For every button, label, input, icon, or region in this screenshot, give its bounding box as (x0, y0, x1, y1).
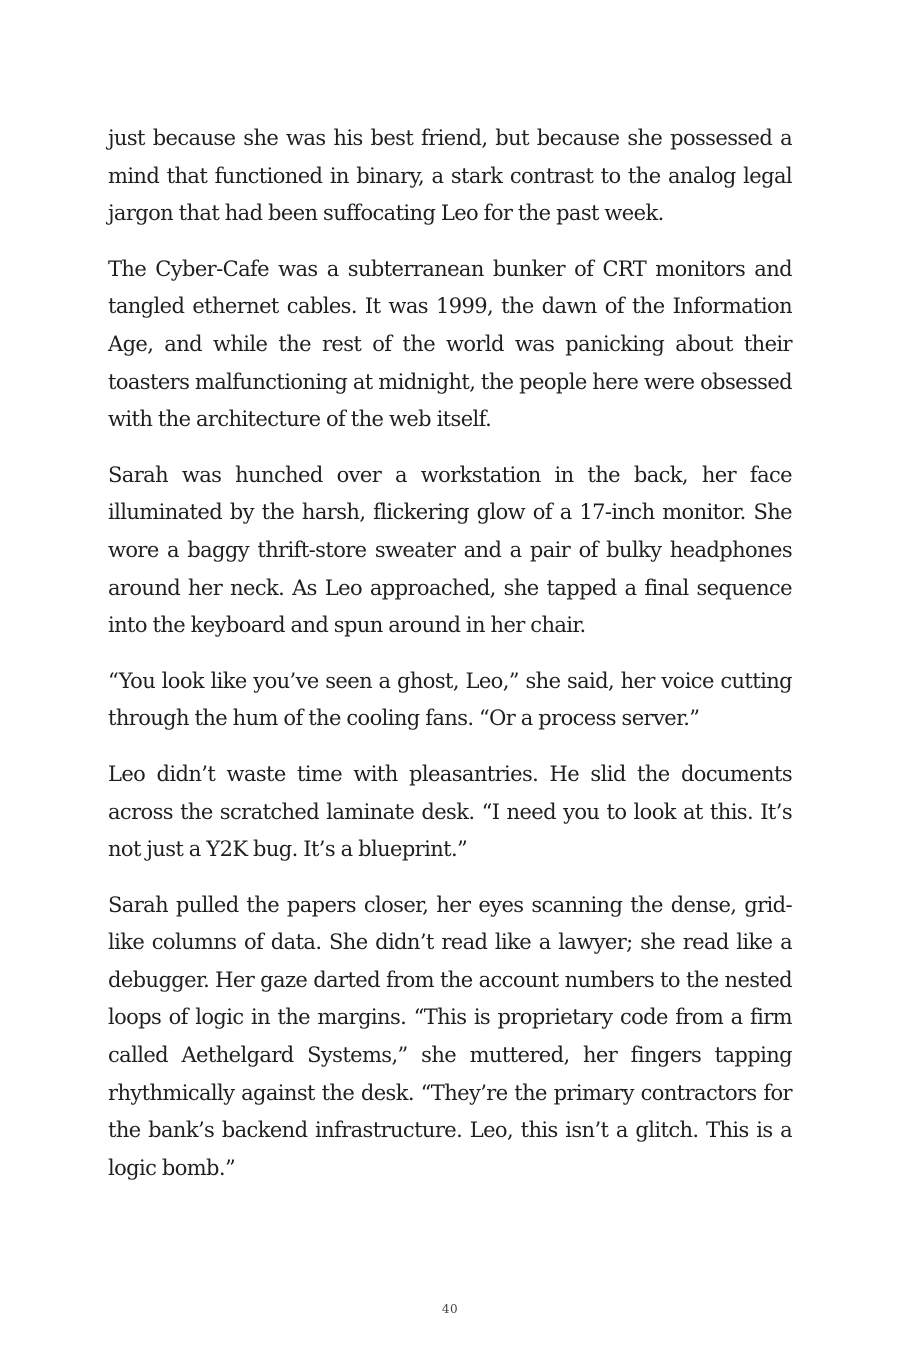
paragraph-sarah-workstation: Sarah was hunched over a workstation in the back, her face illuminated by the harsh, flickering glow of a 17-inch monitor. She wore a baggy thrift-store sweater and a pair of bulky headphones around her neck. As Leo approached, she tapped a final sequence into the keyboard and spun around in her chair. (108, 462, 792, 638)
paragraph-continuation: just because she was his best friend, but because she possessed a mind that functioned in binary, a stark contrast to the analog legal jargon that had been suffocating Leo for the past week. (108, 126, 792, 226)
paragraph-leo-documents: Leo didn’t waste time with pleasantries. He slid the documents across the scratched laminate desk. “I need you to look at this. It’s not just a Y2K bug. It’s a blueprint.” (108, 761, 792, 862)
body-text (108, 120, 792, 1205)
page-number: 40 (441, 1302, 459, 1316)
paragraph-logic-bomb: Sarah pulled the papers closer, her eyes scanning the dense, grid-like columns of data. She didn’t read like a lawyer; she read like a debugger. Her gaze darted from the account numbers to the nested loops of logic in the margins. “This is proprietary code from a firm called Aethelgard Systems,” she muttered, her fingers tapping rhythmically against the desk. “They’re the primary contractors for the bank’s backend infrastructure. Leo, this isn’t a glitch. This is a logic bomb.” (108, 892, 792, 1180)
paragraph-ghost-dialogue: “You look like you’ve seen a ghost, Leo,” she said, her voice cutting through the hum of the cooling fans. “Or a process server.” (108, 668, 792, 731)
paragraph-cyber-cafe: The Cyber-Cafe was a subterranean bunker of CRT monitors and tangled ethernet cables. It was 1999, the dawn of the Information Age, and while the rest of the world was panicking about their toasters malfunctioning at midnight, the people here were obsessed with the architecture of the web itself. (108, 256, 792, 432)
